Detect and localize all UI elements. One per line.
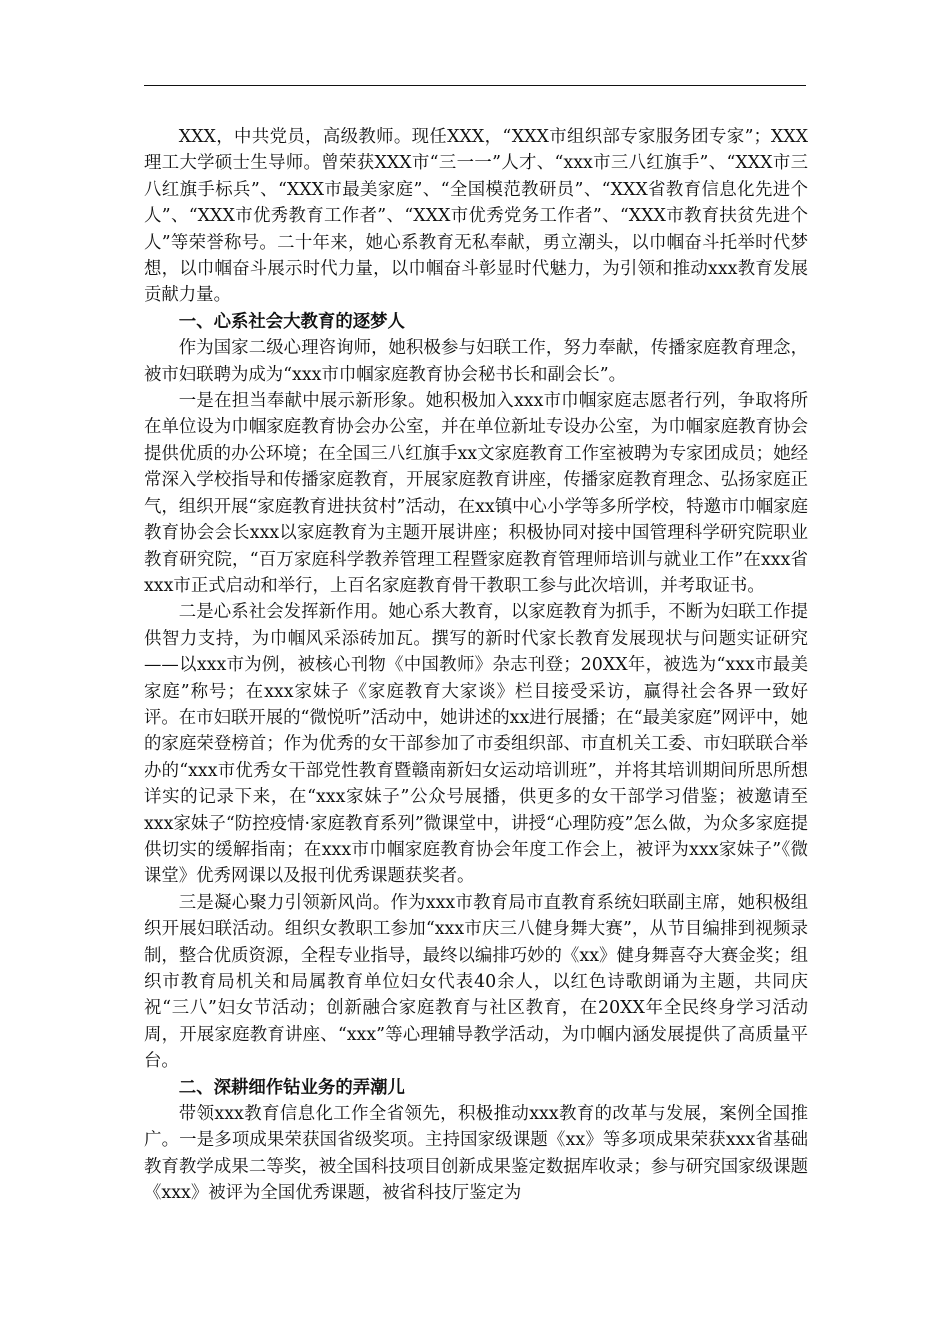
section-heading-2: 二、深耕细作钻业务的弄潮儿 [178,1077,405,1098]
intro-paragraph: XXX，中共党员，高级教师。现任XXX，“XXX市组织部专家服务团专家”；XXX理工大学硕士生导师。曾荣获XXX市“三一一”人才、“xxx市三八红旗手”、“XXX市三八红旗手标兵”、“XXX市最美家庭”、“全国模范教研员”、“XXX省教育信息化先进个人”、“XXX市优秀教育工作者”、“XXX市优秀党务工作者”、“XXX市教育扶贫先进个人”等荣誉称号。二十年来，她心系教育无私奉献，勇立潮头，以巾帼奋斗托举时代梦想，以巾帼奋斗展示时代力量，以巾帼奋斗彰显时代魅力，为引领和推动xxx教育发展贡献力量。 [144,127,808,306]
document-body [144,124,808,1207]
section1-paragraph-4: 三是凝心聚力引领新风尚。作为xxx市教育局市直教育系统妇联副主席，她积极组织开展妇联活动。组织女教职工参加“xxx市庆三八健身舞大赛”，从节目编排到视频录制，整合优质资源，全程专业指导，最终以编排巧妙的《xx》健身舞喜夺大赛金奖；组织市教育局机关和局属教育单位妇女代表40余人，以红色诗歌朗诵为主题，共同庆祝“三八”妇女节活动；创新融合家庭教育与社区教育，在20XX年全民终身学习活动周，开展家庭教育讲座、“xxx”等心理辅导教学活动，为巾帼内涵发展提供了高质量平台。 [144,892,808,1072]
section2-paragraph-1: 带领xxx教育信息化工作全省领先，积极推动xxx教育的改革与发展，案例全国推广。一是多项成果荣获国省级奖项。主持国家级课题《xx》等多项成果荣获xxx省基础教育教学成果二等奖，被全国科技项目创新成果鉴定数据库收录；参与研究国家级课题《xxx》被评为全国优秀课题，被省科技厅鉴定为 [144,1104,808,1204]
section1-paragraph-3: 二是心系社会发挥新作用。她心系大教育，以家庭教育为抓手，不断为妇联工作提供智力支持，为巾帼风采添砖加瓦。撰写的新时代家长教育发展现状与问题实证研究——以xxx市为例，被核心刊物《中国教师》杂志刊登；20XX年，被选为“xxx市最美家庭”称号；在xxx家妹子《家庭教育大家谈》栏目接受采访，赢得社会各界一致好评。在市妇联开展的“微悦听”活动中，她讲述的xx进行展播；在“最美家庭”网评中，她的家庭荣登榜首；作为优秀的女干部参加了市委组织部、市直机关工委、市妇联联合举办的“xxx市优秀女干部党性教育暨赣南新妇女运动培训班”，并将其培训期间所思所想详实的记录下来，在“xxx家妹子”公众号展播，供更多的女干部学习借鉴；被邀请至xxx家妹子“防控疫情·家庭教育系列”微课堂中，讲授“心理防疫”怎么做，为众多家庭提供切实的缓解指南；在xxx市巾帼家庭教育协会年度工作会上，被评为xxx家妹子”《微课堂》优秀网课以及报刊优秀课题获奖者。 [144,602,808,887]
section1-paragraph-2: 一是在担当奉献中展示新形象。她积极加入xxx市巾帼家庭志愿者行列，争取将所在单位设为巾帼家庭教育协会办公室，并在单位新址专设办公室，为巾帼家庭教育协会提供优质的办公环境；在全国三八红旗手xx文家庭教育工作室被聘为专家团成员；她经常深入学校指导和传播家庭教育，开展家庭教育讲座，传播家庭教育理念、弘扬家庭正气，组织开展“家庭教育进扶贫村”活动，在xx镇中心小学等多所学校，特邀市巾帼家庭教育协会会长xxx以家庭教育为主题开展讲座；积极协同对接中国管理科学研究院职业教育研究院，“百万家庭科学教养管理工程暨家庭教育管理师培训与就业工作”在xxx省xxx市正式启动和举行，上百名家庭教育骨干教职工参与此次培训，并考取证书。 [144,391,808,596]
section1-paragraph-1: 作为国家二级心理咨询师，她积极参与妇联工作，努力奉献，传播家庭教育理念，被市妇联聘为成为“xxx市巾帼家庭教育协会秘书长和副会长”。 [144,338,808,385]
header-rule [144,85,806,86]
section-heading-1: 一、心系社会大教育的逐梦人 [178,311,405,332]
